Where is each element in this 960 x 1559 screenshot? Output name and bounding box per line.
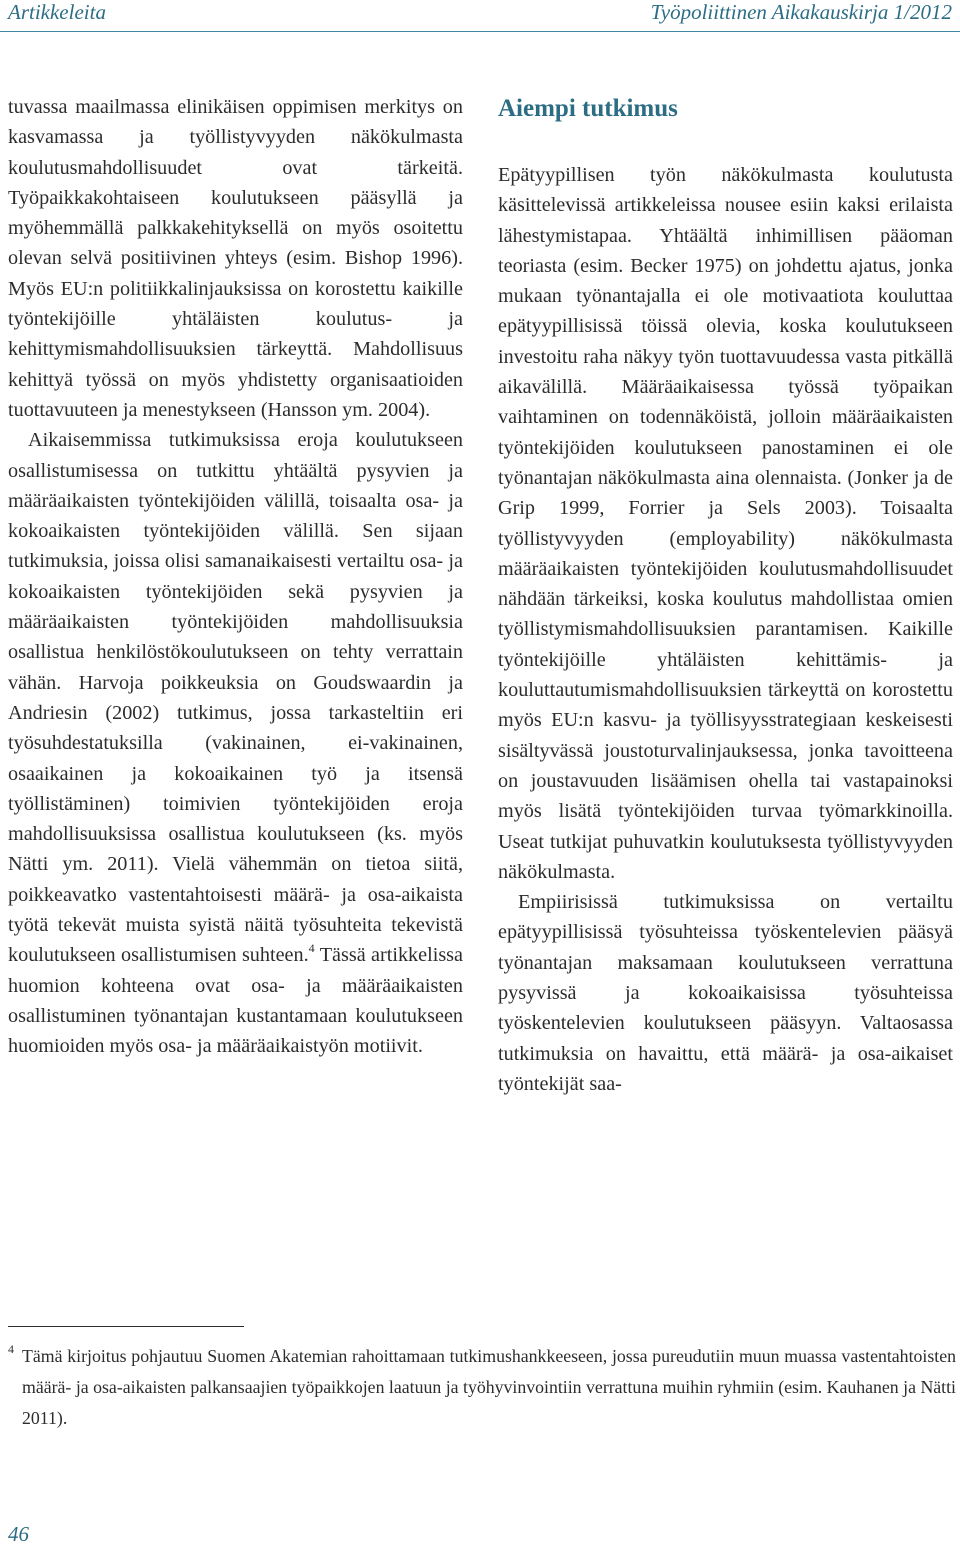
footnote-divider: [8, 1326, 244, 1327]
footnote-number: 4: [8, 1342, 14, 1356]
running-header: [0, 0, 960, 24]
header-divider: [0, 31, 960, 32]
journal-label: Työpoliittinen Aikakauskirja 1/2012: [650, 0, 952, 24]
left-paragraph-2-continuation: Tässä artikkelissa huomion kohteena ovat osa- ja määräaikaisten osallistuminen työnantajan kustantamaan koulutukseen huomioiden myös osa- ja määräaikaistyön motiivit.: [8, 944, 463, 1058]
right-paragraph-1: Epätyypillisen työn näkökulmasta koulutusta käsittelevissä artikkeleissa nousee esiin kaksi erilaista lähestymistapaa. Yhtäältä inhimillisen pääoman teoriasta (esim. Becker 1975) on johdettu ajatus, jonka mukaan työnantajalla ei ole motivaatiota kouluttaa epätyypillisissä töissä olevia, koska koulutukseen investoitu raha näkyy työn tuottavuudessa vasta pitkällä aikavälillä. Määräaikaisessa työssä työpaikan vaihtaminen on todennäköistä, jolloin määräaikaisten työntekijöiden koulutukseen panostaminen ei ole työnantajan näkökulmasta aina olennaista. (Jonker ja de Grip 1999, Forrier ja Sels 2003). Toisaalta työllistyvyyden (employability) näkökulmasta määräaikaisten työntekijöiden koulutusmahdollisuudet nähdään tärkeiksi, koska koulutus mahdollistaa omien työllistymismahdollisuuksien parantamisen. Kaikille työntekijöille yhtäläisten kehittämis- ja kouluttautumismahdollisuuksien tärkeyttä on korostettu myös EU:n kasvu- ja työllisyysstrategiaan keskeisesti sisältyvässä joustoturvalinjauksessa, jonka tavoitteena on joustavuuden lisäämisen ohella tai vastapainoksi myös lisätä työntekijöiden turvaa työmarkkinoilla. Useat tutkijat puhuvatkin koulutuksesta työllistyvyyden näkökulmasta.: [498, 164, 953, 883]
left-paragraph-1: tuvassa maailmassa elinikäisen oppimisen merkitys on kasvamassa ja työllistyvyyden näkökulmasta koulutusmahdollisuudet ovat tärkeitä. Työpaikkakohtaiseen koulutukseen pääsyllä ja myöhemmällä palkkakehityksellä on myös osoitettu olevan selvä positiivinen yhteys (esim. Bishop 1996). Myös EU:n politiikkalinjauksissa on korostettu kaikille työntekijöille yhtäläisten koulutus- ja kehittymismahdollisuuksien tärkeyttä. Mahdollisuus kehittyä työssä on myös yhdistetty organisaatioiden tuottavuuteen ja menestykseen (Hansson ym. 2004).: [8, 96, 463, 421]
right-paragraph-2: Empiirisissä tutkimuksissa on vertailtu epätyypillisissä työsuhteissa työskentelevien pääsyä työnantajan maksamaan koulutukseen verrattuna pysyvissä ja kokoaikaisissa työsuhteissa työskentelevien koulutukseen pääsyyn. Valtaosassa tutkimuksia on havaittu, että määrä- ja osa-aikaiset työntekijät saa-: [498, 891, 953, 1095]
footnote-reference[interactable]: 4: [308, 941, 315, 956]
footnote: [8, 1341, 956, 1434]
section-label: Artikkeleita: [8, 0, 106, 24]
right-column: [498, 94, 953, 1099]
left-paragraph-2-text: Aikaisemmissa tutkimuksissa eroja koulutukseen osallistumisessa on tutkittu yhtäältä pysyvien ja määräaikaisten työntekijöiden välillä, toisaalta osa- ja kokoaikaisten työntekijöiden välillä. Sen sijaan tutkimuksia, joissa olisi samanaikaisesti vertailtu osa- ja kokoaikaisten työntekijöiden sekä pysyvien ja määräaikaisten työntekijöiden mahdollisuuksia osallistua henkilöstökoulutukseen on tehty verrattain vähän. Harvoja poikkeuksia on Goudswaardin ja Andriesin (2002) tutkimus, jossa tarkasteltiin eri työsuhdestatuksilla (vakinainen, ei-vakinainen, osaaikainen ja kokoaikainen työ ja itsensä työllistäminen) toimivien työntekijöiden eroja mahdollisuuksissa osallistua koulutukseen (ks. myös Nätti ym. 2011). Vielä vähemmän on tietoa siitä, poikkeavatko vastentahtoisesti määrä- ja osa-aikaista työtä tekevät muista syistä näitä työsuhteita tekevistä koulutukseen osallistumisen suhteen.: [8, 429, 463, 967]
page-number: 46: [8, 1522, 29, 1546]
left-paragraph-2: [8, 425, 463, 1061]
section-heading: Aiempi tutkimus: [498, 95, 678, 122]
footnote-text: Tämä kirjoitus pohjautuu Suomen Akatemian rahoittamaan tutkimushankkeeseen, jossa pureudutiin muun muassa vastentahtoisten määrä- ja osa-aikaisten palkansaajien työpaikkojen laatuun ja työhyvinvointiin verrattuna muihin ryhmiin (esim. Kauhanen ja Nätti 2011).: [22, 1346, 956, 1428]
left-column: [8, 92, 463, 1062]
